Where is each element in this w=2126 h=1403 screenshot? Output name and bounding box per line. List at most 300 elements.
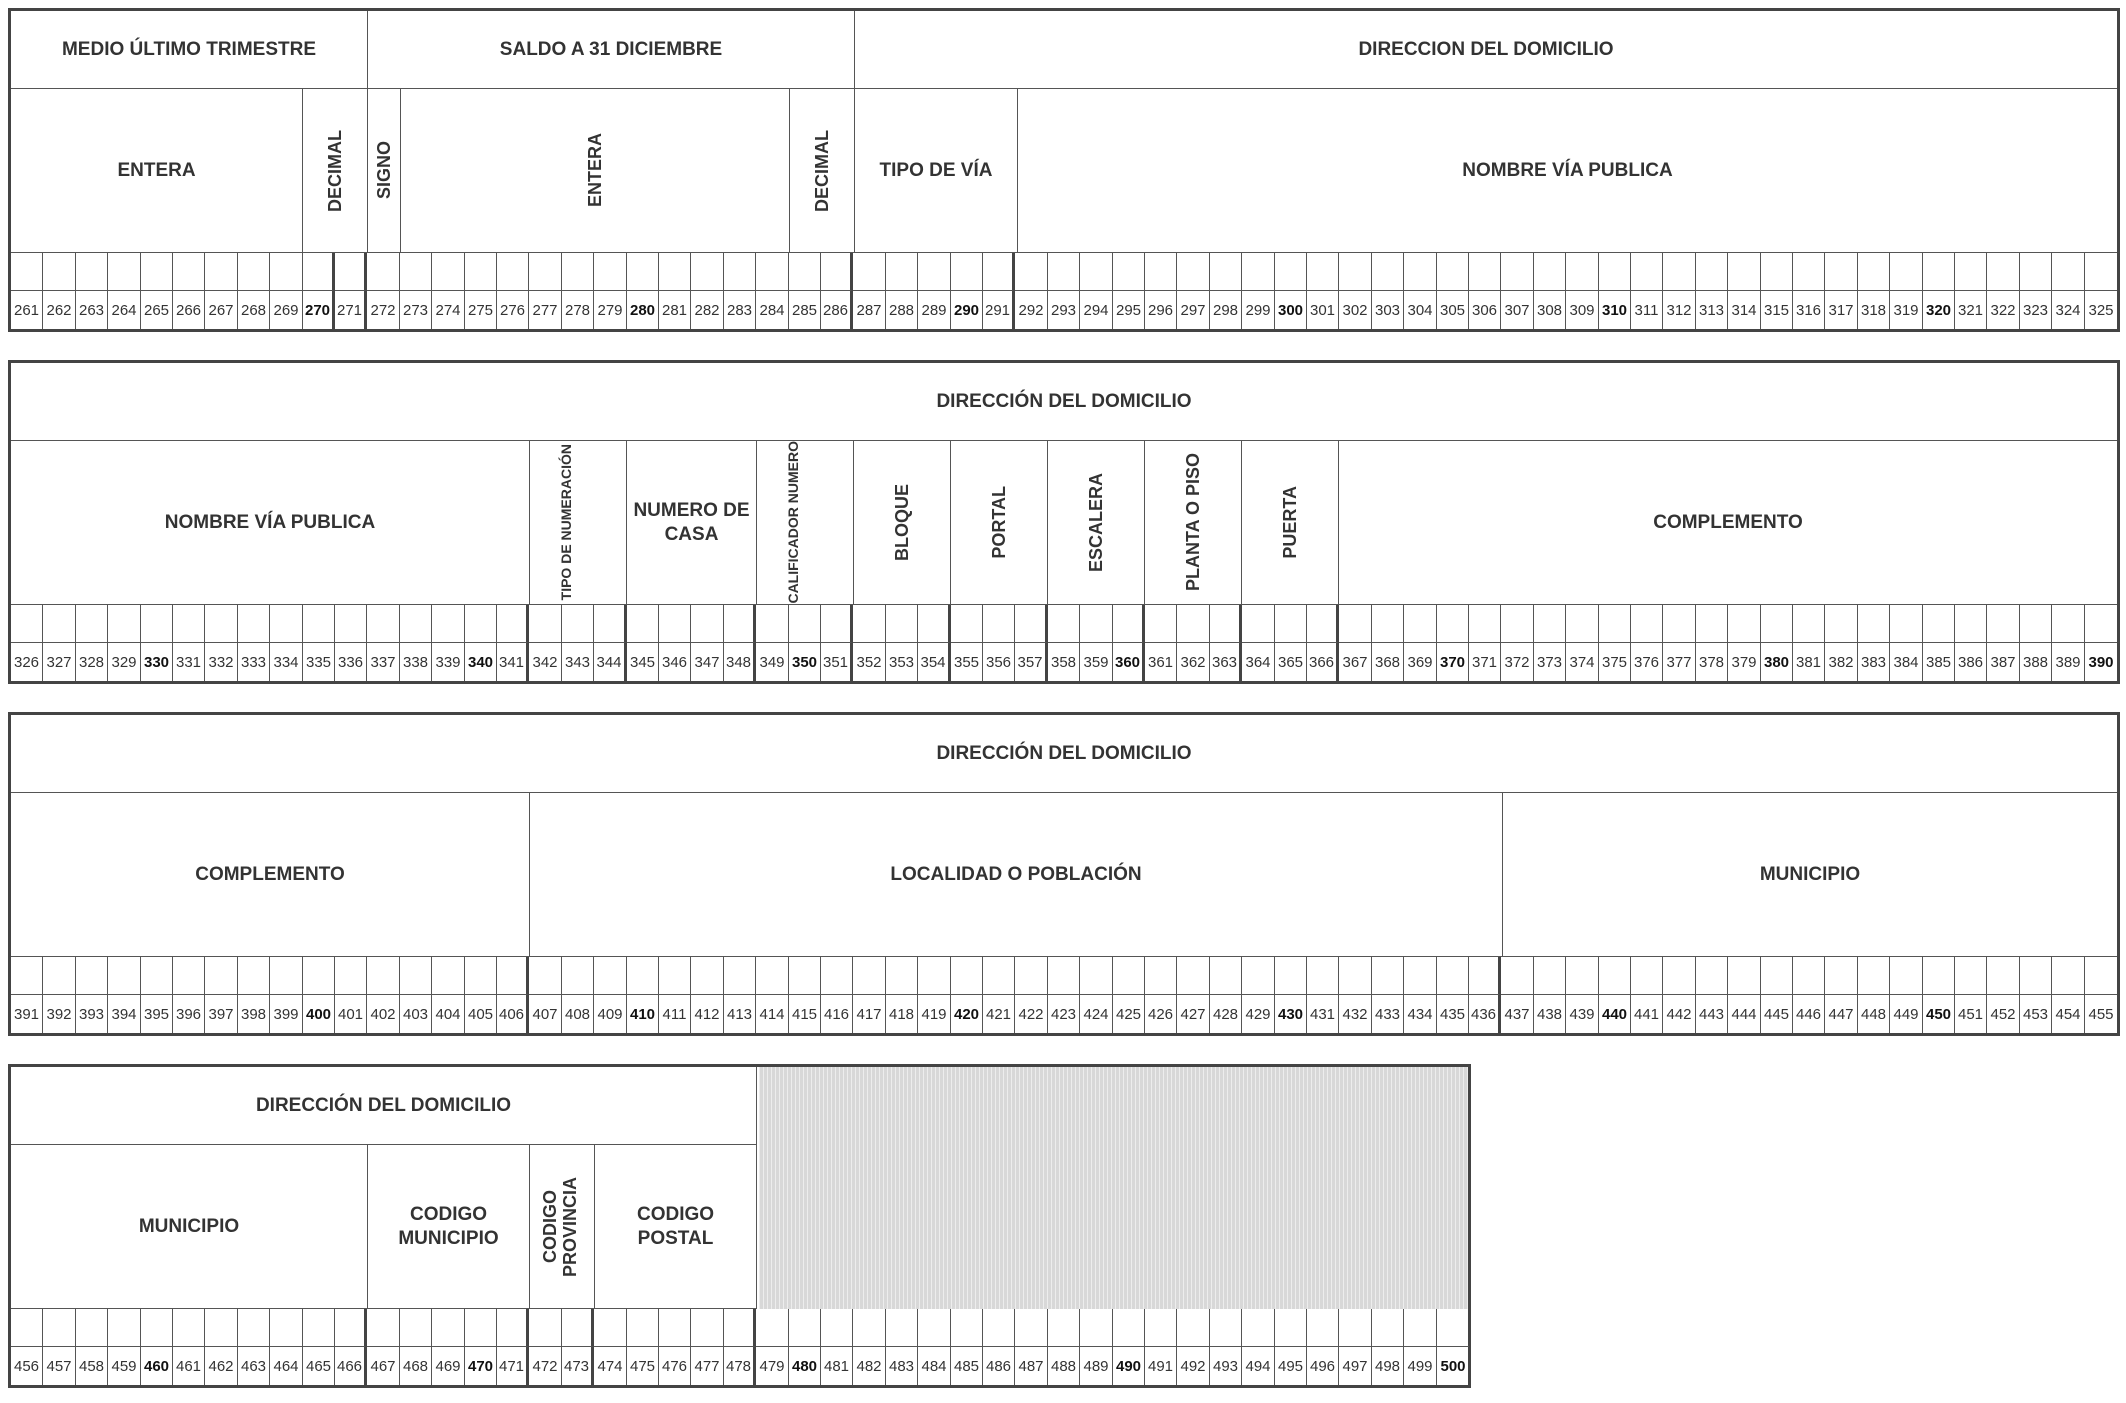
position-number: 284 [756,291,789,329]
position-number: 292 [1015,291,1048,329]
char-box[interactable] [789,957,821,995]
position-number: 350 [789,643,821,681]
char-box[interactable] [43,1309,76,1347]
char-box[interactable] [1858,605,1890,643]
char-box[interactable] [951,605,983,643]
char-box[interactable] [1696,957,1728,995]
char-box[interactable] [562,605,594,643]
char-box[interactable] [1437,253,1469,291]
position-number: 365 [1275,643,1307,681]
char-box[interactable] [1663,957,1696,995]
char-box[interactable] [1534,957,1566,995]
char-box[interactable] [724,1309,756,1347]
char-box[interactable] [2020,957,2052,995]
char-box[interactable] [1501,253,1534,291]
char-box[interactable] [367,957,400,995]
char-box[interactable] [400,1309,432,1347]
char-box[interactable] [627,1309,659,1347]
char-box[interactable] [335,605,367,643]
position-number: 430 [1275,995,1307,1033]
char-box[interactable] [1015,253,1048,291]
char-box[interactable] [1437,1309,1469,1347]
char-box[interactable] [853,253,886,291]
char-box[interactable] [1210,253,1242,291]
char-box[interactable] [1177,253,1210,291]
char-box[interactable] [789,605,821,643]
char-box[interactable] [1242,1309,1275,1347]
char-box[interactable] [400,253,432,291]
position-number: 440 [1599,995,1631,1033]
char-box[interactable] [108,253,141,291]
char-box[interactable] [205,957,238,995]
char-box[interactable] [918,1309,951,1347]
char-box[interactable] [853,605,886,643]
char-box[interactable] [1955,253,1987,291]
char-box[interactable] [11,605,43,643]
char-box[interactable] [76,253,108,291]
char-box[interactable] [465,605,497,643]
char-box[interactable] [1048,605,1080,643]
char-box[interactable] [173,1309,205,1347]
char-box[interactable] [238,253,270,291]
char-box[interactable] [270,1309,303,1347]
char-box[interactable] [1858,253,1890,291]
char-box[interactable] [1080,605,1113,643]
char-box[interactable] [173,253,205,291]
position-number: 431 [1307,995,1339,1033]
char-box[interactable] [43,957,76,995]
char-box[interactable] [562,1309,594,1347]
char-box[interactable] [918,253,951,291]
char-box[interactable] [1177,957,1210,995]
position-number: 309 [1566,291,1599,329]
char-box[interactable] [1825,957,1858,995]
position-grid [11,957,2117,1033]
char-box[interactable] [43,253,76,291]
position-number: 267 [205,291,238,329]
char-box[interactable] [43,605,76,643]
char-box[interactable] [205,253,238,291]
char-box[interactable] [691,957,724,995]
char-box[interactable] [1534,605,1566,643]
subheader-entera [11,89,303,253]
char-box[interactable] [529,253,562,291]
position-number: 401 [335,995,367,1033]
char-box[interactable] [1048,957,1080,995]
char-box[interactable] [141,605,173,643]
char-box[interactable] [1242,253,1275,291]
char-box[interactable] [1890,957,1923,995]
char-box[interactable] [432,605,465,643]
position-number: 266 [173,291,205,329]
char-box[interactable] [76,605,108,643]
position-number: 455 [2088,1005,2114,1023]
char-box[interactable] [1728,957,1761,995]
char-box[interactable] [1145,957,1177,995]
position-number: 368 [1372,643,1404,681]
position-number: 424 [1080,995,1113,1033]
position-number: 473 [562,1347,594,1385]
char-box[interactable] [1275,253,1307,291]
char-box[interactable] [1566,253,1599,291]
char-box[interactable] [1793,253,1825,291]
char-box[interactable] [594,957,627,995]
char-box[interactable] [1728,253,1761,291]
char-box[interactable] [1177,605,1210,643]
char-box[interactable] [1339,253,1372,291]
char-box[interactable] [1469,605,1501,643]
char-box[interactable] [2085,957,2117,995]
char-box[interactable] [1631,253,1663,291]
char-box[interactable] [627,253,659,291]
char-box[interactable] [983,1309,1015,1347]
char-box[interactable] [691,1309,724,1347]
char-box[interactable] [497,253,529,291]
char-box[interactable] [1210,605,1242,643]
shaded-unused-area [759,1067,1468,1309]
char-box[interactable] [1048,1309,1080,1347]
char-box[interactable] [400,957,432,995]
char-box[interactable] [1599,253,1631,291]
char-box[interactable] [108,605,141,643]
char-box[interactable] [1793,605,1825,643]
char-box[interactable] [2085,253,2117,291]
subheader-numero-casa [627,441,757,605]
char-box[interactable] [465,253,497,291]
char-box[interactable] [141,1309,173,1347]
char-box[interactable] [529,1309,562,1347]
char-box[interactable] [497,1309,529,1347]
char-box[interactable] [432,957,465,995]
char-box[interactable] [918,605,951,643]
char-box[interactable] [627,605,659,643]
char-box[interactable] [367,605,400,643]
char-box[interactable] [1372,957,1404,995]
position-number: 327 [43,643,76,681]
char-box[interactable] [11,1309,43,1347]
char-box[interactable] [1955,605,1987,643]
char-box[interactable] [951,957,983,995]
position-number: 432 [1339,995,1372,1033]
char-box[interactable] [886,253,918,291]
char-box[interactable] [2085,605,2117,643]
char-box[interactable] [983,605,1015,643]
position-number: 332 [205,643,238,681]
char-box[interactable] [1372,1309,1404,1347]
char-box[interactable] [1113,253,1145,291]
char-box[interactable] [1339,957,1372,995]
char-box[interactable] [724,957,756,995]
position-number: 459 [108,1347,141,1385]
char-box[interactable] [1242,957,1275,995]
char-box[interactable] [594,1309,627,1347]
char-box[interactable] [1987,957,2020,995]
char-box[interactable] [1955,957,1987,995]
char-box[interactable] [1728,605,1761,643]
char-box[interactable] [1275,1309,1307,1347]
char-box[interactable] [1890,253,1923,291]
subheader-label: COMPLEMENTO [195,863,345,885]
char-box[interactable] [1275,605,1307,643]
char-box[interactable] [821,1309,853,1347]
char-box[interactable] [76,1309,108,1347]
char-box[interactable] [529,957,562,995]
char-box[interactable] [367,253,400,291]
char-box[interactable] [1145,253,1177,291]
char-box[interactable] [1631,957,1663,995]
position-number: 380 [1761,643,1793,681]
char-box[interactable] [1437,957,1469,995]
char-box[interactable] [756,1309,789,1347]
position-number: 299 [1242,291,1275,329]
char-box[interactable] [1469,253,1501,291]
char-box[interactable] [465,957,497,995]
char-box[interactable] [1339,1309,1372,1347]
char-box[interactable] [335,1309,367,1347]
char-box[interactable] [1599,605,1631,643]
position-number: 373 [1534,643,1566,681]
position-number: 486 [983,1347,1015,1385]
char-box[interactable] [1663,605,1696,643]
char-box[interactable] [1015,1309,1048,1347]
char-box[interactable] [1015,605,1048,643]
char-box[interactable] [1404,1309,1437,1347]
char-box[interactable] [432,1309,465,1347]
position-number: 347 [691,643,724,681]
char-box[interactable] [951,1309,983,1347]
char-box[interactable] [270,253,303,291]
char-box[interactable] [1469,957,1501,995]
char-box[interactable] [821,957,853,995]
char-box[interactable] [11,957,43,995]
char-box[interactable] [886,1309,918,1347]
char-box[interactable] [789,253,821,291]
char-box[interactable] [2052,605,2085,643]
char-box[interactable] [303,957,335,995]
char-box[interactable] [2052,957,2085,995]
subheader-label: NUMERO DE CASA [633,499,750,545]
position-number: 330 [141,643,173,681]
char-box[interactable] [918,957,951,995]
char-box[interactable] [1307,253,1339,291]
char-box[interactable] [1761,957,1793,995]
char-box[interactable] [1501,957,1534,995]
position-number: 338 [400,643,432,681]
char-box[interactable] [1404,957,1437,995]
char-box[interactable] [1177,1309,1210,1347]
position-number: 395 [141,995,173,1033]
char-box[interactable] [173,957,205,995]
char-box[interactable] [951,253,983,291]
char-box[interactable] [1080,1309,1113,1347]
char-box[interactable] [1145,605,1177,643]
char-box[interactable] [1890,605,1923,643]
char-box[interactable] [1923,253,1955,291]
char-box[interactable] [1113,957,1145,995]
char-box[interactable] [1501,605,1534,643]
char-box[interactable] [594,605,627,643]
char-box[interactable] [1080,957,1113,995]
char-box[interactable] [1145,1309,1177,1347]
position-number: 349 [756,643,789,681]
char-box[interactable] [821,605,853,643]
char-box[interactable] [108,957,141,995]
char-box[interactable] [1987,605,2020,643]
position-number: 370 [1437,643,1469,681]
position-number: 322 [1987,291,2020,329]
char-box[interactable] [497,957,529,995]
char-box[interactable] [270,957,303,995]
char-box[interactable] [1339,605,1372,643]
char-box[interactable] [1825,605,1858,643]
position-number: 460 [141,1347,173,1385]
char-box[interactable] [1437,605,1469,643]
char-box[interactable] [303,605,335,643]
char-box[interactable] [1987,253,2020,291]
char-box[interactable] [205,1309,238,1347]
char-box[interactable] [1534,253,1566,291]
char-box[interactable] [853,1309,886,1347]
char-box[interactable] [983,957,1015,995]
char-box[interactable] [173,605,205,643]
char-box[interactable] [691,253,724,291]
char-box[interactable] [367,1309,400,1347]
char-box[interactable] [1404,253,1437,291]
char-box[interactable] [724,605,756,643]
position-number: 342 [529,643,562,681]
char-box[interactable] [562,253,594,291]
char-box[interactable] [1048,253,1080,291]
position-number: 434 [1404,995,1437,1033]
char-box[interactable] [1307,957,1339,995]
position-number: 477 [691,1347,724,1385]
char-box[interactable] [691,605,724,643]
char-box[interactable] [1210,1309,1242,1347]
char-box[interactable] [1825,253,1858,291]
position-number: 387 [1987,643,2020,681]
char-box[interactable] [1275,957,1307,995]
position-number: 344 [594,643,627,681]
char-box[interactable] [1113,605,1145,643]
char-box[interactable] [1566,605,1599,643]
position-number: 410 [627,995,659,1033]
char-box[interactable] [1566,957,1599,995]
char-box[interactable] [1923,605,1955,643]
char-box[interactable] [335,957,367,995]
char-box[interactable] [270,605,303,643]
char-box[interactable] [432,253,465,291]
char-box[interactable] [2020,605,2052,643]
position-number: 469 [432,1347,465,1385]
position-number: 422 [1015,995,1048,1033]
char-box[interactable] [1080,253,1113,291]
char-box[interactable] [756,253,789,291]
char-box[interactable] [2020,253,2052,291]
subheader-label: NOMBRE VÍA PUBLICA [164,511,376,533]
char-box[interactable] [594,253,627,291]
char-box[interactable] [789,1309,821,1347]
char-box[interactable] [886,957,918,995]
char-box[interactable] [1307,605,1339,643]
char-box[interactable] [1599,957,1631,995]
char-box[interactable] [659,253,691,291]
char-box[interactable] [724,253,756,291]
position-number: 389 [2052,643,2085,681]
char-box[interactable] [303,253,335,291]
position-number: 489 [1080,1347,1113,1385]
char-box[interactable] [205,605,238,643]
position-number: 318 [1858,291,1890,329]
position-number: 263 [76,291,108,329]
char-box[interactable] [141,957,173,995]
subheader-label: ENTERA [117,159,196,181]
position-number: 418 [886,995,918,1033]
char-box[interactable] [1631,605,1663,643]
char-box[interactable] [11,253,43,291]
char-box[interactable] [238,605,270,643]
char-box[interactable] [1761,253,1793,291]
char-box[interactable] [1696,605,1728,643]
char-box[interactable] [335,253,367,291]
char-box[interactable] [1307,1309,1339,1347]
char-box[interactable] [1242,605,1275,643]
char-box[interactable] [756,605,789,643]
char-box[interactable] [1793,957,1825,995]
char-box[interactable] [1696,253,1728,291]
char-box[interactable] [1372,605,1404,643]
char-box[interactable] [983,253,1015,291]
char-box[interactable] [238,1309,270,1347]
char-box[interactable] [2052,253,2085,291]
subheader-label: COMPLEMENTO [1653,511,1803,533]
position-grid [11,1309,1468,1385]
position-number: 301 [1307,291,1339,329]
char-box[interactable] [659,1309,691,1347]
char-box[interactable] [627,957,659,995]
char-box[interactable] [529,605,562,643]
position-number: 275 [465,291,497,329]
char-box[interactable] [821,253,853,291]
char-box[interactable] [1923,957,1955,995]
char-box[interactable] [497,605,529,643]
char-box[interactable] [141,253,173,291]
char-box[interactable] [756,957,789,995]
char-box[interactable] [108,1309,141,1347]
char-box[interactable] [659,957,691,995]
char-box[interactable] [853,957,886,995]
char-box[interactable] [238,957,270,995]
char-box[interactable] [303,1309,335,1347]
char-box[interactable] [1858,957,1890,995]
char-box[interactable] [1761,605,1793,643]
char-box[interactable] [1404,605,1437,643]
char-box[interactable] [659,605,691,643]
char-box[interactable] [1372,253,1404,291]
char-box[interactable] [400,605,432,643]
position-number: 293 [1048,291,1080,329]
char-box[interactable] [1113,1309,1145,1347]
char-box[interactable] [1210,957,1242,995]
position-number: 306 [1469,291,1501,329]
char-box[interactable] [76,957,108,995]
char-box[interactable] [1663,253,1696,291]
subheader-label: PUERTA [1280,486,1300,559]
char-box[interactable] [562,957,594,995]
char-box[interactable] [1015,957,1048,995]
char-box[interactable] [886,605,918,643]
char-box[interactable] [465,1309,497,1347]
position-number: 476 [659,1347,691,1385]
